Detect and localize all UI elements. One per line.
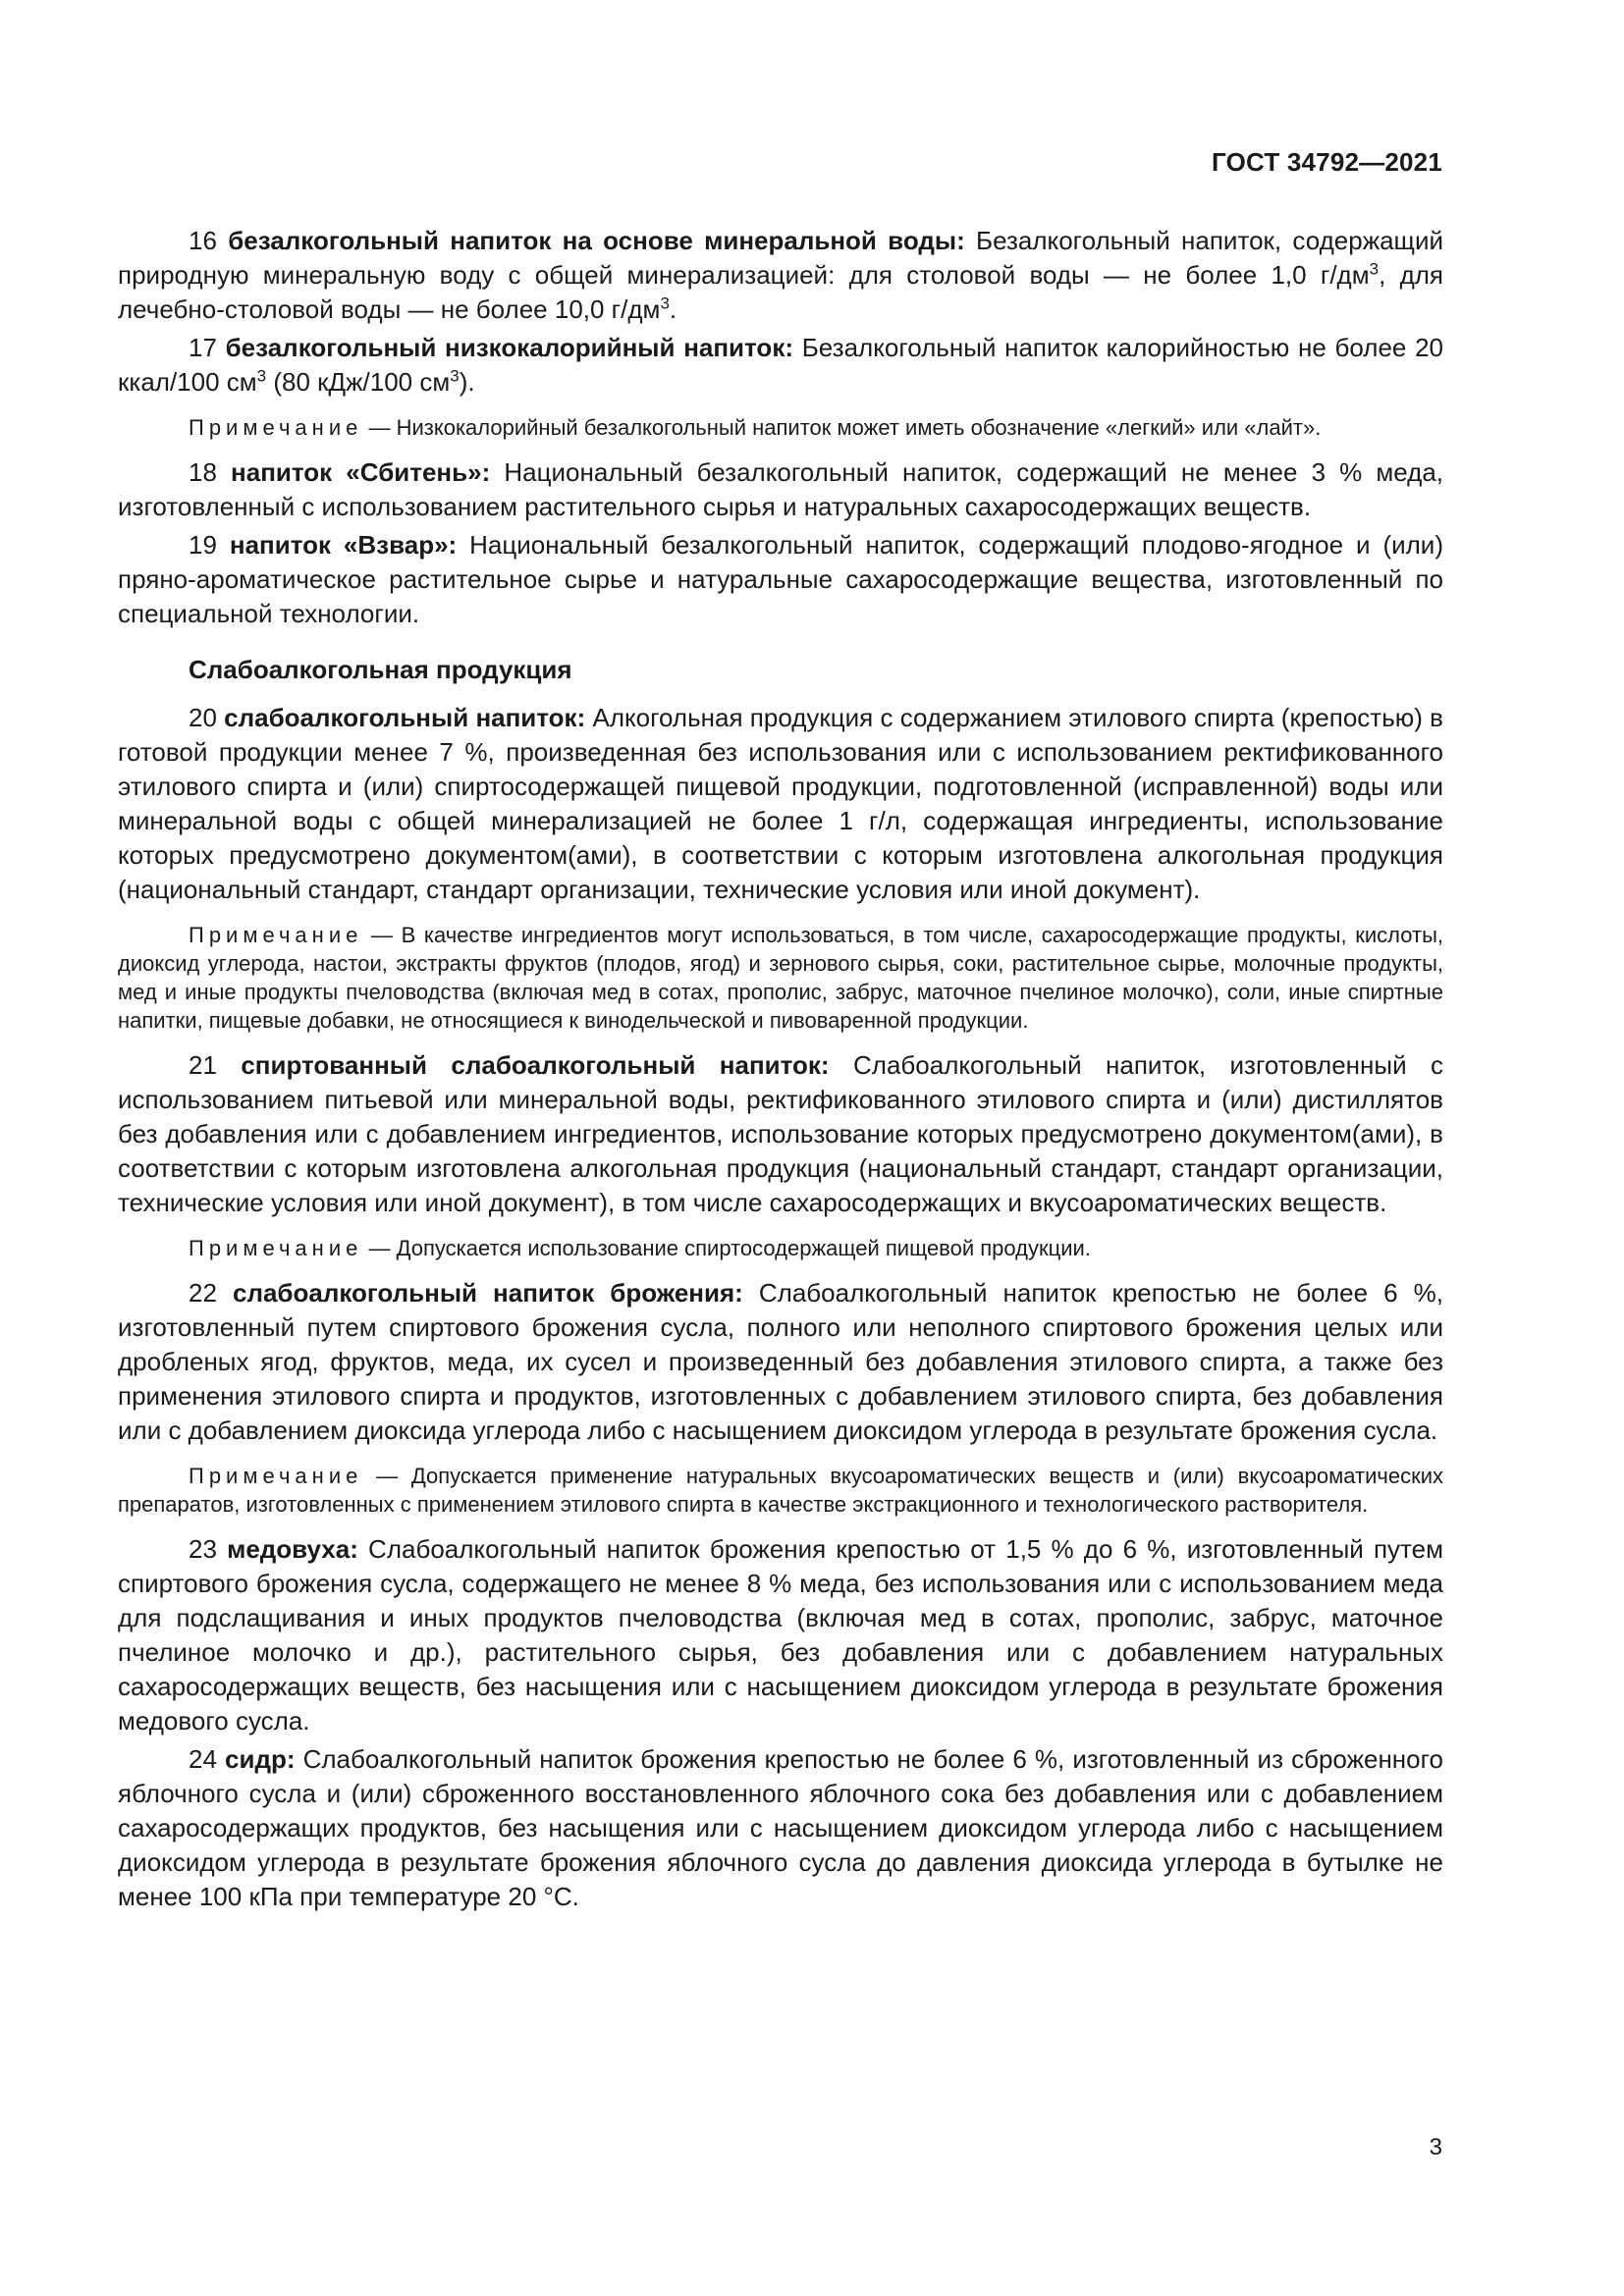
term-title: безалкогольный низкокалорийный напиток: bbox=[225, 333, 793, 362]
term-title: напиток «Взвар»: bbox=[229, 530, 458, 560]
term-title: медовуха: bbox=[227, 1534, 358, 1564]
term-18 bbox=[118, 455, 1443, 524]
term-20 bbox=[118, 701, 1443, 907]
document-number: ГОСТ 34792—2021 bbox=[1212, 147, 1442, 177]
note-dash: — bbox=[362, 415, 397, 440]
term-number: 21 bbox=[189, 1050, 217, 1080]
term-definition: Национальный безалкогольный напиток, содержащий не менее 3 % меда, изготовленный с использованием растительного сырья и натуральных сахаросодержащих веществ. bbox=[118, 457, 1444, 521]
section-title: Слабоалкогольная продукция bbox=[189, 655, 572, 684]
note-20 bbox=[118, 921, 1443, 1035]
note-label: Примечание bbox=[189, 923, 363, 947]
term-number: 23 bbox=[189, 1534, 217, 1564]
note-dash: — bbox=[362, 1464, 411, 1488]
superscript: 3 bbox=[660, 294, 670, 313]
note-dash: — bbox=[362, 923, 402, 947]
term-number: 24 bbox=[189, 1744, 217, 1774]
term-definition-end: ). bbox=[459, 367, 475, 397]
term-definition-cont: , для лечебно-столовой воды — не более 10,0 г/дм bbox=[118, 260, 1443, 324]
term-title: безалкогольный напиток на основе минеральной воды: bbox=[228, 226, 965, 255]
term-title: напиток «Сбитень»: bbox=[231, 457, 491, 487]
note-text: Допускается использование спиртосодержащей пищевой продукции. bbox=[396, 1236, 1091, 1260]
term-title: слабоалкогольный напиток: bbox=[224, 703, 586, 732]
term-definition: Национальный безалкогольный напиток, содержащий плодово-ягодное и (или) пряно-ароматическое растительное сырье и натуральные сахаросодержащие вещества, изготовленный по специальной технологии. bbox=[118, 530, 1443, 628]
term-number: 18 bbox=[189, 457, 217, 487]
term-title: сидр: bbox=[225, 1744, 296, 1774]
superscript: 3 bbox=[256, 366, 267, 386]
term-22 bbox=[118, 1276, 1443, 1448]
document-body bbox=[118, 224, 1443, 1918]
term-17 bbox=[118, 331, 1443, 400]
note-22 bbox=[118, 1462, 1443, 1519]
term-number: 19 bbox=[189, 530, 217, 560]
note-label: Примечание bbox=[189, 1464, 363, 1488]
note-dash: — bbox=[362, 1236, 397, 1260]
term-number: 17 bbox=[189, 333, 217, 362]
note-label: Примечание bbox=[189, 415, 363, 440]
term-definition: Алкогольная продукция с содержанием этилового спирта (крепостью) в готовой продукции менее 7 %, произведенная без использования или с использованием ректификованного этилового спирта и (или) спиртосодержащей пищевой продукции, подготовленной (исправленной) воды или минеральной воды с общей минерализацией не более 1 г/л, содержащая ингредиенты, использование которых предусмотрено документом(ами), в соответствии с которым изготовлена алкогольная продукция (национальный стандарт, стандарт организации, технические условия или иной документ). bbox=[118, 703, 1443, 904]
note-21 bbox=[118, 1234, 1443, 1262]
term-definition-end: . bbox=[669, 294, 677, 324]
note-text: В качестве ингредиентов могут использоваться, в том числе, сахаросодержащие продукты, кислоты, диоксид углерода, настои, экстракты фруктов (плодов, ягод) и зернового сырья, соки, растительное сырье, молочные продукты, мед и иные продукты пчеловодства (включая мед в сотах, прополис, забрус, маточное пчелиное молочко), соли, иные спиртные напитки, пищевые добавки, не относящиеся к винодельческой и пивоваренной продукции. bbox=[118, 923, 1443, 1033]
term-19 bbox=[118, 528, 1443, 631]
term-number: 22 bbox=[189, 1278, 217, 1308]
note-text: Допускается применение натуральных вкусоароматических веществ и (или) вкусоароматических препаратов, изготовленных с применением этилового спирта в качестве экстракционного и технологического растворителя. bbox=[118, 1464, 1443, 1517]
term-title: спиртованный слабоалкогольный напиток: bbox=[241, 1050, 830, 1080]
term-definition: Слабоалкогольный напиток брожения крепостью не более 6 %, изготовленный из сброженного яблочного сусла и (или) сброженного восстановленного яблочного сока без добавления или с добавлением сахаросодержащих продуктов, без насыщения или с насыщением диоксидом углерода либо с насыщением диоксидом углерода в результате брожения яблочного сусла до давления диоксида углерода в бутылке не менее 100 кПа при температуре 20 °С. bbox=[118, 1744, 1443, 1911]
term-23 bbox=[118, 1532, 1443, 1738]
note-text: Низкокалорийный безалкогольный напиток может иметь обозначение «легкий» или «лайт». bbox=[396, 415, 1322, 440]
term-definition: Безалкогольный напиток, содержащий природную минеральную воду с общей минерализацией: для столовой воды — не более 1,0 г/дм bbox=[118, 226, 1443, 290]
term-21 bbox=[118, 1048, 1443, 1220]
term-definition: Слабоалкогольный напиток, изготовленный с использованием питьевой или минеральной воды, ректификованного этилового спирта и (или) дистиллятов без добавления или с добавлением ингредиентов, использование которых предусмотрено документом(ами), в соответствии с которым изготовлена алкогольная продукция (национальный стандарт, стандарт организации, технические условия или иной документ), в том числе сахаросодержащих и вкусоароматических веществ. bbox=[118, 1050, 1443, 1217]
term-16 bbox=[118, 224, 1443, 327]
note-17 bbox=[118, 413, 1443, 442]
note-label: Примечание bbox=[189, 1236, 363, 1260]
term-definition: Слабоалкогольный напиток брожения крепостью от 1,5 % до 6 %, изготовленный путем спиртового брожения сусла, содержащего не менее 8 % меда, без использования или с использованием меда для подслащивания и иных продуктов пчеловодства (включая мед в сотах, прополис, забрус, маточное пчелиное молочко и др.), растительного сырья, без добавления или с добавлением натуральных сахаросодержащих веществ, без насыщения или с насыщением диоксидом углерода в результате брожения медового сусла. bbox=[118, 1534, 1443, 1735]
superscript: 3 bbox=[450, 366, 460, 386]
term-number: 20 bbox=[189, 703, 217, 732]
superscript: 3 bbox=[1369, 259, 1380, 279]
term-definition-cont: (80 кДж/100 см bbox=[266, 367, 451, 397]
term-definition: Безалкогольный напиток калорийностью не более 20 ккал/100 см bbox=[118, 333, 1443, 397]
term-24 bbox=[118, 1742, 1443, 1914]
term-title: слабоалкогольный напиток брожения: bbox=[232, 1278, 743, 1308]
term-number: 16 bbox=[189, 226, 217, 255]
page-number: 3 bbox=[1429, 2134, 1442, 2161]
term-definition: Слабоалкогольный напиток крепостью не более 6 %, изготовленный путем спиртового брожения сусла, полного или неполного спиртового брожения целых или дробленых ягод, фруктов, меда, их сусел и произведенный без добавления этилового спирта, а также без применения этилового спирта и продуктов, изготовленных с добавлением этилового спирта, без добавления или с добавлением диоксида углерода либо с насыщением диоксидом углерода в результате брожения сусла. bbox=[118, 1278, 1443, 1445]
